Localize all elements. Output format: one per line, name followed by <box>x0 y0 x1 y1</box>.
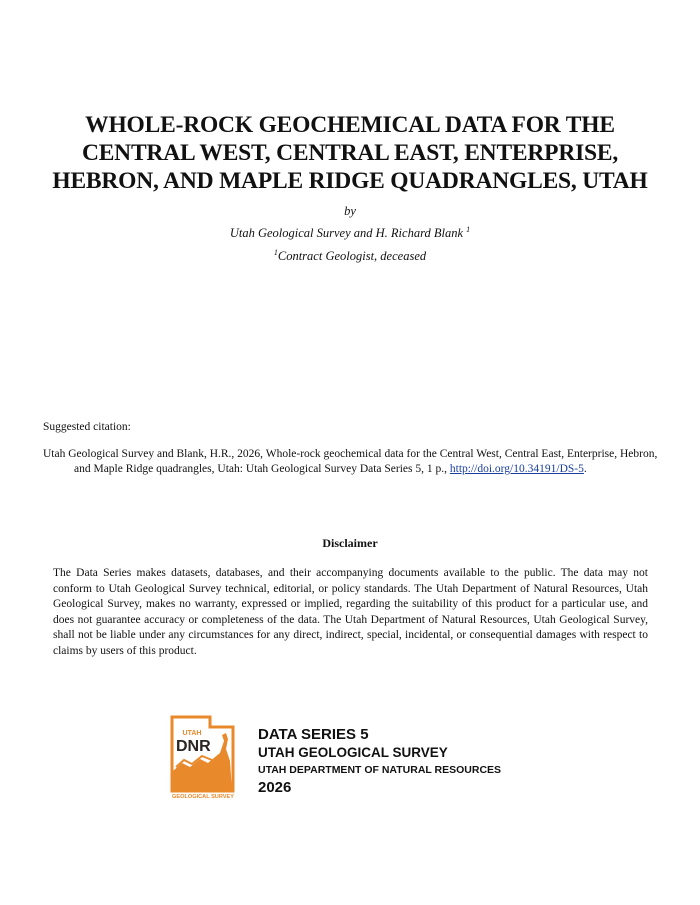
utah-dnr-logo <box>170 713 236 799</box>
logo-dnr-text: DNR <box>176 738 211 755</box>
publication-year: 2026 <box>258 779 292 796</box>
citation-text <box>43 447 674 477</box>
logo-utah-text: UTAH <box>182 730 202 737</box>
document-title <box>0 111 700 195</box>
affiliation-footnote-mark: 1 <box>273 247 278 257</box>
by-label: by <box>344 204 356 218</box>
citation-label: Suggested citation: <box>43 421 131 433</box>
series-number: DATA SERIES 5 <box>258 726 369 743</box>
disclaimer-heading: Disclaimer <box>322 536 378 550</box>
authors-line <box>0 226 700 241</box>
title-line-2: CENTRAL WEST, CENTRAL EAST, ENTERPRISE, <box>81 140 619 166</box>
author-footnote-mark: 1 <box>466 224 471 234</box>
publisher-name: UTAH GEOLOGICAL SURVEY <box>258 745 448 760</box>
title-line-3: HEBRON, AND MAPLE RIDGE QUADRANGLES, UTAH <box>52 168 648 194</box>
series-block <box>258 725 501 798</box>
department-name: UTAH DEPARTMENT OF NATURAL RESOURCES <box>258 764 502 776</box>
affiliation-line <box>0 249 700 264</box>
citation-body: Utah Geological Survey and Blank, H.R., 2026, Whole-rock geochemical data for the Central West, Central East, Enterprise, Hebron, and Maple Ridge quadrangles, Utah: Utah Geological Survey Data Series 5, 1 p., <box>43 448 658 475</box>
affiliation-text: Contract Geologist, deceased <box>277 249 427 263</box>
authors-text: Utah Geological Survey and H. Richard Blank <box>229 226 464 240</box>
citation-trailing: . <box>583 463 587 475</box>
title-line-1: WHOLE-ROCK GEOCHEMICAL DATA FOR THE <box>85 112 615 138</box>
doi-link[interactable]: http://doi.org/10.34191/DS-5 <box>449 463 584 475</box>
logo-geological-survey-text: GEOLOGICAL SURVEY <box>172 794 234 799</box>
disclaimer-body: The Data Series makes datasets, databases, and their accompanying documents available to the public. The data may not conform to Utah Geological Survey technical, editorial, or policy standards. The Utah Department of Natural Resources, Utah Geological Survey, makes no warranty, expressed or implied, regarding the suitability of this product for a particular use, and does not guarantee accuracy or completeness of the data. The Utah Department of Natural Resources, Utah Geological Survey, shall not be liable under any circumstances for any direct, indirect, special, incidental, or consequential damages with respect to claims by users of this product. <box>53 567 648 657</box>
